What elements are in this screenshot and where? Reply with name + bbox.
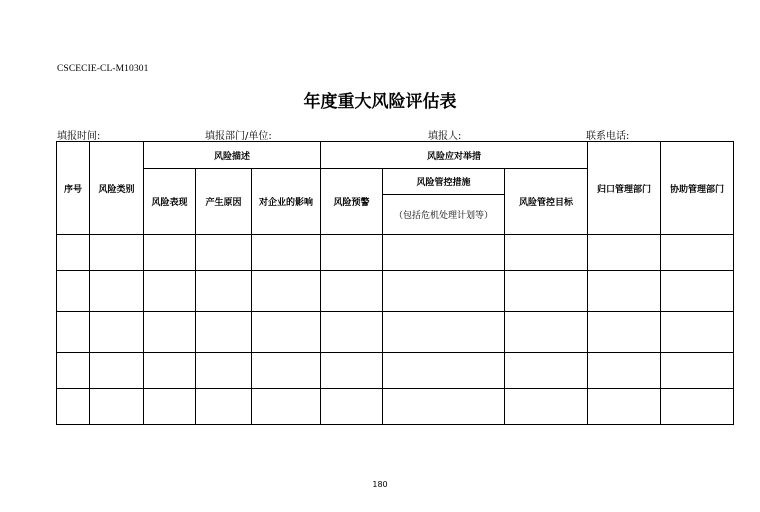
header-impact: 对企业的影响 <box>252 169 321 235</box>
fill-phone-label: 联系电话: <box>586 131 630 142</box>
table-row <box>57 312 734 353</box>
header-warning: 风险预警 <box>321 169 383 235</box>
header-control-measures: 风险管控措施 <box>383 169 505 195</box>
table-row <box>57 271 734 312</box>
risk-assessment-table <box>56 141 734 425</box>
header-owner-dept: 归口管理部门 <box>588 142 661 235</box>
fill-time-label: 填报时间: <box>57 131 101 142</box>
table-row <box>57 389 734 425</box>
header-assist-dept: 协助管理部门 <box>661 142 734 235</box>
header-row-1 <box>57 142 734 169</box>
header-seq: 序号 <box>57 142 90 235</box>
header-control-note: （包括危机处理计划等） <box>383 195 505 235</box>
fill-in-fields <box>57 127 737 141</box>
header-manifestation: 风险表现 <box>144 169 196 235</box>
header-cause: 产生原因 <box>196 169 252 235</box>
fill-person-label: 填报人: <box>428 131 462 142</box>
header-control-target: 风险管控目标 <box>505 169 588 235</box>
document-code: CSCECIE-CL-M10301 <box>57 64 149 74</box>
page-number: 180 <box>372 480 388 489</box>
table-row <box>57 235 734 271</box>
fill-department-label: 填报部门/单位: <box>205 131 272 142</box>
header-response: 风险应对举措 <box>321 142 588 169</box>
header-category: 风险类别 <box>90 142 144 235</box>
table-row <box>57 353 734 389</box>
header-description: 风险描述 <box>144 142 321 169</box>
page-title: 年度重大风险评估表 <box>303 92 457 112</box>
